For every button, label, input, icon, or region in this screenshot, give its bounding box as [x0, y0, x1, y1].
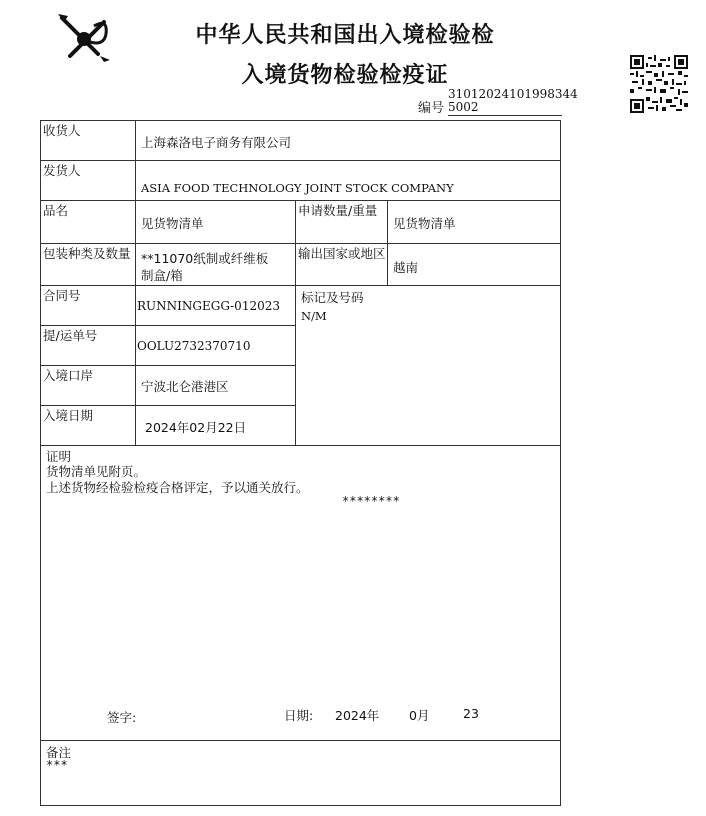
ciq-emblem-icon: [54, 12, 114, 64]
consignee-label: 收货人: [43, 123, 81, 138]
entry-port-value: 宁波北仑港港区: [141, 379, 229, 394]
remarks-value: ***: [46, 758, 68, 772]
packing-value-line1: **11070纸制或纤维板: [141, 251, 269, 266]
row-line: [40, 740, 561, 741]
cert-number-value: 310120241019983445002: [448, 87, 578, 114]
col-line: [387, 200, 388, 285]
entry-date-label: 入境日期: [43, 408, 94, 423]
table-border-right: [560, 120, 561, 806]
consignee-value: 上海森洛电子商务有限公司: [141, 135, 292, 150]
sign-date-day: 23: [463, 706, 479, 721]
contract-label: 合同号: [43, 288, 81, 303]
marks-label: 标记及号码: [301, 290, 364, 305]
sign-date-year: 2024年: [335, 708, 380, 723]
row-line: [40, 285, 561, 286]
qr-code-icon: [630, 55, 688, 113]
packing-label: 包装种类及数量: [43, 246, 131, 261]
origin-country-label: 输出国家或地区: [298, 246, 386, 261]
remarks-label: 备注: [46, 745, 72, 760]
contract-value: RUNNINGEGG-012023: [137, 299, 280, 313]
signature-label: 签字:: [107, 710, 137, 725]
sign-date-month: 0月: [409, 708, 430, 723]
quantity-label: 申请数量/重量: [298, 203, 378, 218]
col-line: [295, 200, 296, 445]
bill-of-lading-label: 提/运单号: [43, 328, 98, 343]
quantity-value: 见货物清单: [393, 216, 456, 231]
consignor-value: ASIA FOOD TECHNOLOGY JOINT STOCK COMPANY: [141, 181, 454, 195]
bill-of-lading-value: OOLU2732370710: [137, 339, 251, 353]
marks-value: N/M: [301, 309, 327, 323]
cert-number-underline: [448, 115, 562, 116]
title-line-2: 入境货物检验检疫证: [241, 63, 449, 88]
table-border-top: [40, 120, 561, 121]
table-border-bottom: [40, 805, 561, 806]
packing-value-line2: 制盒/箱: [141, 268, 183, 283]
product-label: 品名: [43, 203, 69, 218]
row-line: [40, 160, 561, 161]
sign-date-label: 日期:: [284, 708, 314, 723]
certificate-line-1: 货物清单见附页。: [46, 464, 147, 479]
row-line: [40, 445, 561, 446]
product-value: 见货物清单: [141, 216, 204, 231]
origin-country-value: 越南: [393, 260, 419, 275]
entry-date-value: 2024年02月22日: [145, 420, 247, 435]
entry-port-label: 入境口岸: [43, 368, 94, 383]
title-line-1: 中华人民共和国出入境检验检: [195, 23, 495, 48]
cert-number-label: 编号: [418, 101, 445, 116]
table-border-left: [40, 120, 41, 806]
certificate-line-2: 上述货物经检验检疫合格评定，予以通关放行。: [46, 480, 309, 495]
consignor-label: 发货人: [43, 163, 81, 178]
certificate-stars: ********: [342, 494, 400, 508]
col-line: [135, 120, 136, 445]
certificate-label: 证明: [46, 449, 72, 464]
